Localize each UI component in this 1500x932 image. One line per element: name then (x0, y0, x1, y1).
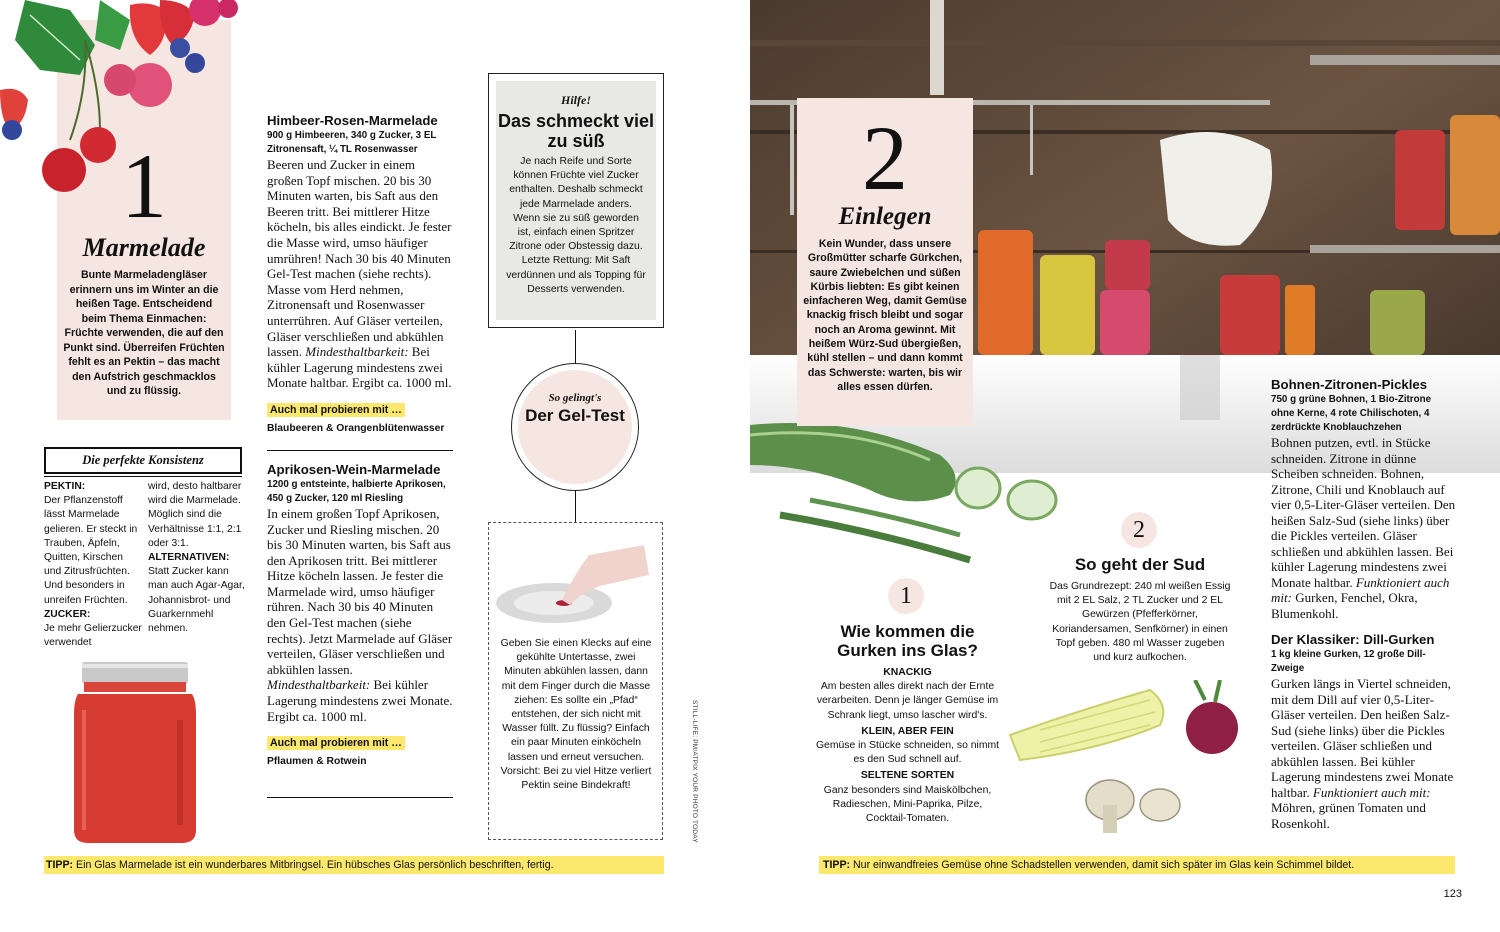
zucker-text-continued: wird, desto haltbarer wird die Marmelade. Möglich sind die Verhältnisse 1:1, 2:1 oder 3:1. (148, 481, 242, 549)
tipp-text: Nur einwandfreies Gemüse ohne Schadstellen verwenden, damit sich später im Glas kein Schimmel bildet. (850, 859, 1355, 871)
konsistenz-divider (44, 476, 242, 477)
gurken-title: Wie kommen die Gurken ins Glas? (837, 622, 978, 660)
tipp-text: Ein Glas Marmelade ist ein wunderbares Mitbringsel. Ein hübsches Glas persönlich beschriften, fertig. (73, 859, 554, 871)
recipe-title-dill-gurken: Der Klassiker: Dill-Gurken (1271, 632, 1435, 647)
recipe-steps-dill-gurken: Gurken längs in Viertel schneiden, mit dem Dill auf vier 0,5-Liter-Gläser verteilen. Den heißen Salz-Sud (siehe links) über die Pickles verteilen. Gläser schließen und abkühlen lassen. Bei kühler Lagerung mindestens zwei Monate haltbar. (1271, 676, 1454, 800)
also-works-text: Möhren, grünen Tomaten und Rosenkohl. (1271, 800, 1426, 831)
recipe-title-bohnen: Bohnen-Zitronen-Pickles (1271, 377, 1428, 392)
recipe-body-dill-gurken (1271, 676, 1457, 831)
recipe-ingredients-dill-gurken: 1 kg kleine Gurken, 12 große Dill-Zweige (1271, 649, 1426, 674)
recipe-body-bohnen (1271, 435, 1457, 621)
jam-jar-image (70, 660, 200, 845)
section-intro-einlegen: Kein Wunder, dass unsere Großmütter scharfe Gürkchen, saure Zwiebelchen und süßen Kürbis liebten: Es gibt keinen einfacheren Weg, damit Gemüse knackig frisch bleibt und sogar noch an Aroma gewinnt. Mit heißem Würz-Sud übergießen, kühl stellen – und dann kommt das Schwerste: warten, bis wir alles essen dürfen. (803, 238, 967, 393)
hilfe-title: Das schmeckt viel zu süß (497, 111, 655, 151)
konsistenz-header: Die perfekte Konsistenz (44, 447, 242, 474)
recipe-body-himbeer (267, 157, 453, 391)
shelf-life-text: Bei kühler Lagerung mindestens zwei Monate haltbar. Ergibt ca. 1000 ml. (267, 344, 452, 391)
also-works-label: Funktioniert auch mit: (1312, 784, 1431, 800)
alternativen-heading: ALTERNATIVEN: (148, 552, 230, 564)
recipe-ingredients-himbeer: 900 g Himbeeren, 340 g Zucker, 3 EL Zitronensaft, ¼ TL Rosenwasser (267, 130, 437, 155)
alternativen-text: Statt Zucker kann man auch Agar-Agar, Johannisbrot- und Guarkernmehl nehmen. (148, 566, 245, 635)
section-intro-marmelade: Bunte Marmeladengläser erinnern uns im Winter an die heißen Tage. Entscheidend beim Thema Einmachen: Früchte verwenden, die auf den Punkt sind. Überreifen Früchten fehlt es an Pektin – das macht den Aufstrich geschmacklos und zu flüssig. (63, 269, 225, 397)
section-number-2: 2 (862, 107, 908, 209)
recipe-steps-aprikosen: In einem großen Topf Aprikosen, Zucker und Riesling mischen. 20 bis 30 Minuten warten, bis Saft aus den Aprikosen tritt. Bei mittlerer Hitze köcheln lassen. Je fester die Marmelade wird, umso häufiger rühren. Nach 30 bis 40 Minuten den Gel-Test machen (siehe rechts). Jetzt Marmelade auf Gläser verteilen, Gläser verschließen und abkühlen lassen. (267, 505, 453, 677)
saucer-finger-illustration (494, 545, 654, 625)
photo-credit-text: STILL-LIFE: PM/ATPIX YOUR PHOTO TODAY (691, 700, 698, 843)
page-number: 123 (1443, 888, 1462, 900)
also-works-text: Gurken, Fenchel, Okra, Blumenkohl. (1271, 590, 1418, 621)
photo-credit (688, 700, 700, 850)
pickles-recipes-column (1271, 376, 1457, 831)
try-also-label: Auch mal probieren mit … (267, 403, 405, 417)
try-also-text: Pflaumen & Rotwein (267, 756, 367, 768)
cucumber-illustration (750, 420, 1070, 570)
geltest-label: So gelingt's (548, 392, 602, 404)
gurken-subheading: KLEIN, ABER FEIN (861, 725, 954, 737)
gurken-text (815, 664, 1000, 826)
geltest-badge-fill (518, 370, 632, 484)
shelf-life-text: Bei kühler Lagerung mindestens zwei Monate. Ergibt ca. 1000 ml. (267, 677, 453, 724)
recipe-steps-bohnen: Bohnen putzen, evtl. in Stücke schneiden. Zitrone in dünne Scheiben schneiden. Bohnen, Zitrone, Chili und Knoblauch auf vier 0,5-Liter-Gläser verteilen. Den heißen Salz-Sud (siehe links) über die Pickles verteilen. Gläser schließen und abkühlen lassen. Bei kühler Lagerung mindestens zwei Monate haltbar. (1271, 435, 1456, 590)
section-title-marmelade: Marmelade (82, 233, 206, 262)
section-number-1: 1 (121, 135, 167, 237)
recipe-divider (267, 450, 453, 451)
sud-text: Das Grundrezept: 240 ml weißen Essig mit 2 EL Salz, 2 TL Zucker und 2 EL Gewürzen (Pfefferkörner, Koriandersamen, Senfkörner) in einen Topf geben. 480 ml Wasser zugeben und kurz aufkochen. (1049, 581, 1231, 664)
tipp-bar-right (819, 856, 1455, 874)
tipp-label: TIPP: (823, 859, 851, 871)
vegetables-illustration (1000, 680, 1250, 840)
connector-line (575, 330, 576, 366)
recipe-body-aprikosen (267, 506, 453, 724)
recipe-ingredients-aprikosen: 1200 g entsteinte, halbierte Aprikosen, 450 g Zucker, 120 ml Riesling (267, 478, 446, 504)
step-number-badge: 2 (1121, 512, 1157, 548)
shelf-life-label: Mindesthaltbarkeit: (305, 344, 409, 360)
gurken-paragraph: Gemüse in Stücke schneiden, so nimmt es den Sud schnell auf. (815, 740, 1000, 766)
pektin-heading: PEKTIN: (44, 481, 86, 492)
konsistenz-column-1 (44, 480, 142, 650)
gurken-subheading: KNACKIG (883, 667, 932, 678)
tipp-bar-left (44, 856, 664, 874)
gurken-paragraph: Ganz besonders sind Maiskölbchen, Radieschen, Mini-Paprika, Pilze, Cocktail-Tomaten. (823, 784, 992, 825)
konsistenz-column-2 (148, 480, 246, 636)
connector-line (575, 491, 576, 523)
gurken-paragraph: Am besten alles direkt nach der Ernte verarbeiten. Denn je länger Gemüse im Schrank liegt, umso lascher wird's. (816, 681, 999, 721)
recipe-title-himbeer: Himbeer-Rosen-Marmelade (267, 113, 438, 128)
section-title-einlegen: Einlegen (838, 203, 932, 230)
zucker-text: Je mehr Gelierzucker verwendet (44, 623, 142, 649)
shelf-life-label: Mindesthaltbarkeit: (267, 677, 371, 693)
tipp-label: TIPP: (46, 859, 74, 871)
hilfe-label: Hilfe! (561, 93, 591, 107)
geltest-title: Der Gel-Test (525, 406, 625, 425)
hilfe-text: Je nach Reife und Sorte können Früchte viel Zucker enthalten. Deshalb schmeckt jede Marmelade anders. Wenn sie zu süß geworden ist, einfach einen Spritzer Zitrone oder Obstessig dazu. Letzte Rettung: Mit Saft verdünnen und als Topping für Desserts verwenden. (506, 156, 646, 295)
try-also-text: Blaubeeren & Orangenblütenwasser (267, 422, 445, 434)
zucker-heading: ZUCKER: (44, 608, 91, 620)
recipe-ingredients-bohnen: 750 g grüne Bohnen, 1 Bio-Zitrone ohne Kerne, 4 rote Chilischoten, 4 zerdrückte Knoblauchzehen (1271, 394, 1432, 433)
recipe-title-aprikosen: Aprikosen-Wein-Marmelade (267, 461, 441, 477)
recipe-divider (267, 797, 453, 798)
recipes-column (267, 112, 453, 769)
also-works-label: Funktioniert auch mit: (1271, 574, 1450, 605)
geltest-text: Geben Sie einen Klecks auf eine gekühlte Untertasse, zwei Minuten abkühlen lassen, dann mit dem Finger durch die Masse ziehen: Es sollte ein „Pfad“ entstehen, der sich nicht mit Wasser füllt. Zu flüssig? Einfach ein paar Minuten einköcheln lassen und erneut versuchen. Vorsicht: Bei zu viel Hitze verliert Pektin seine Bindekraft! (500, 638, 652, 792)
sud-title: So geht der Sud (1074, 555, 1206, 574)
recipe-steps-himbeer: Beeren und Zucker in einem großen Topf mischen. 20 bis 30 Minuten warten, bis Saft aus den Beeren tritt. Bei mittlerer Hitze köcheln, bis alles eindickt. Je fester die Masse wird, umso häufiger umrühren! Nach 30 bis 40 Minuten Gel-Test machen (siehe rechts). Masse vom Herd nehmen, Zitronensaft und Rosenwasser unterrühren. Auf Gläser verteilen, Gläser verschließen und abkühlen lassen. (267, 157, 452, 360)
try-also-label: Auch mal probieren mit … (267, 736, 405, 750)
gurken-subheading: SELTENE SORTEN (860, 770, 955, 782)
pektin-text: Der Pflanzenstoff lässt Marmelade gelieren. Er steckt in Trauben, Äpfeln, Quitten, Kirschen und Zitrusfrüchten. Und besonders in unreifen Früchten. (44, 495, 138, 606)
step-number-badge: 1 (888, 578, 924, 614)
